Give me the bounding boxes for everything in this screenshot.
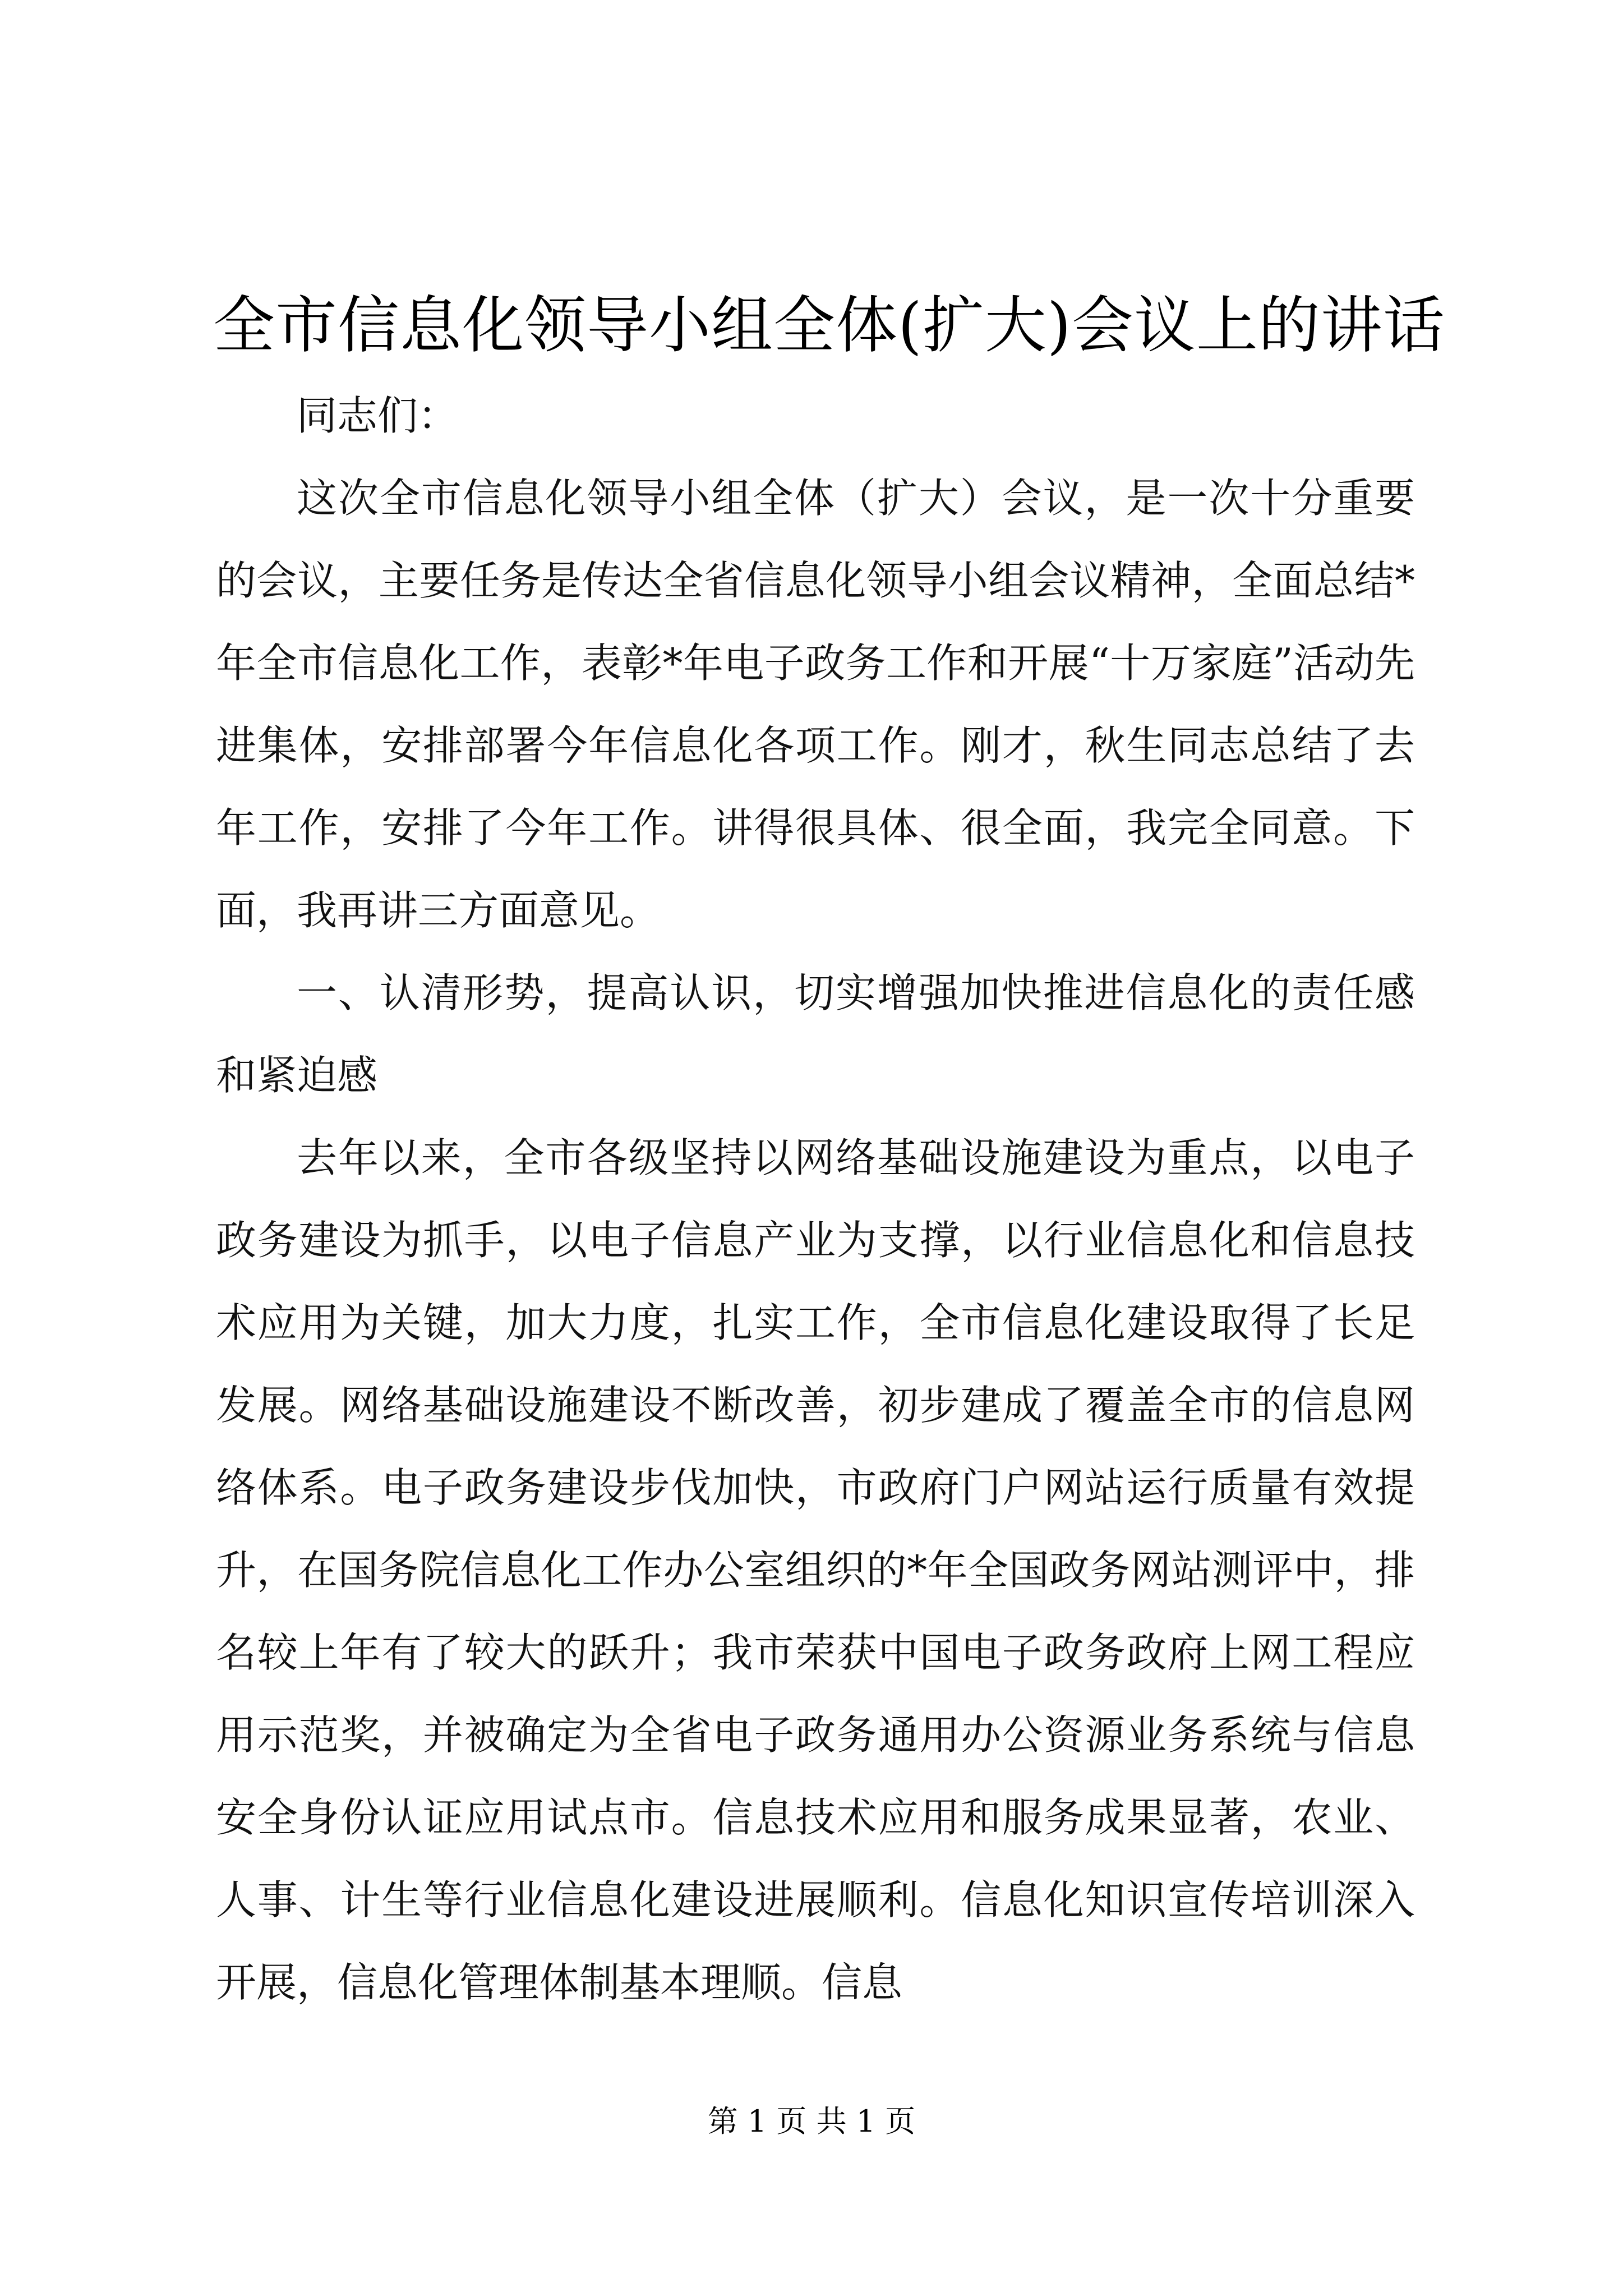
document-title: 全市信息化领导小组全体(扩大)会议上的讲话	[213, 289, 1445, 361]
page-footer: 第 1 页 共 1 页	[707, 2104, 916, 2139]
intro-paragraph: 这次全市信息化领导小组全体（扩大）会议，是一次十分重要的会议，主要任务是传达全省信息化领导小组会议精神，全面总结*年全市信息化工作，表彰*年电子政务工作和开展“十万家庭”活动先进集体，安排部署今年信息化各项工作。刚才，秋生同志总结了去年工作，安排了今年工作。讲得很具体、很全面，我完全同意。下面，我再讲三方面意见。	[216, 475, 1415, 934]
section-heading-1: 一、认清形势，提高认识，切实增强加快推进信息化的责任感和紧迫感	[216, 969, 1415, 1099]
body-paragraph: 去年以来，全市各级坚持以网络基础设施建设为重点，以电子政务建设为抓手，以电子信息产业为支撑，以行业信息化和信息技术应用为关键，加大力度，扎实工作，全市信息化建设取得了长足发展。网络基础设施建设不断改善，初步建成了覆盖全市的信息网络体系。电子政务建设步伐加快，市政府门户网站运行质量有效提升，在国务院信息化工作办公室组织的*年全国政务网站测评中，排名较上年有了较大的跃升；我市荣获中国电子政务政府上网工程应用示范奖，并被确定为全省电子政务通用办公资源业务系统与信息安全身份认证应用试点市。信息技术应用和服务成果显著，农业、人事、计生等行业信息化建设进展顺利。信息化知识宣传培训深入开展，信息化管理体制基本理顺。信息	[216, 1134, 1415, 2006]
document-body	[216, 375, 1415, 2024]
salutation-paragraph: 同志们：	[297, 392, 459, 439]
